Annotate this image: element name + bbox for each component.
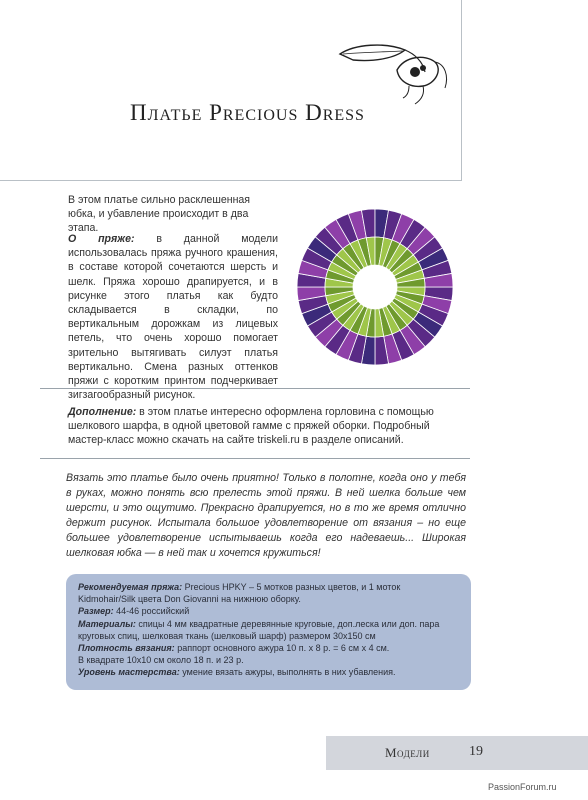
leaf-ornament-icon: [335, 40, 450, 108]
info-level-value: умение вязать ажуры, выполнять в них убавления.: [179, 667, 396, 678]
author-quote: Вязать это платье было очень приятно! Только в полотне, когда оно у тебя в руках, можно понять всю прелесть этой пряжи. В ней шелка больше чем шерсти, и это ощутимо. Прекрасно драпируется, но в то же время отлично держит рисунок. Испытала большое удовлетворение от вязания – но еще большее удовлетворение испытываешь когда его надеваешь... Широкая шелковая юбка — в ней так и хочется кружиться!: [66, 472, 466, 559]
info-yarn-value: Precious HPKY – 5 мотков разных цветов, и 1 моток Kidmohair/Silk цвета Don Giovanni на нижнюю оборку.: [78, 582, 401, 605]
info-materials-value: спицы 4 мм квадратные деревянные круговые, доп.леска или доп. пара круговых спиц, шелковая ткань (шелковый шарф) размером 30х150 см: [78, 618, 440, 641]
yarn-text: в данной модели использовалась пряжа ручного крашения, в составе которой сочетаются шерсть и шелк. Пряжа хорошо драпируется, и в рисунке этого платья как будто складывается в складки, по вертикальным дорожкам из лицевых петель, что очень хорошо помогает зрительно вытягивать силуэт платья вертикально. Смена разных оттенков пряжи с коротким принтом подчеркивает зигзагообразный рисунок.: [68, 233, 278, 402]
info-size-label: Размер:: [78, 606, 114, 617]
footer-section: Модели: [385, 745, 430, 760]
page-number: 19: [469, 744, 483, 759]
footer-bar: [326, 736, 588, 770]
addition-label: Дополнение:: [68, 406, 137, 418]
divider-top: [40, 388, 470, 389]
info-density-extra: В квадрате 10х10 см около 18 п. и 23 р.: [78, 655, 244, 666]
info-materials-label: Материалы:: [78, 618, 136, 629]
wheel-center: [353, 265, 397, 309]
info-yarn-label: Рекомендуемая пряжа:: [78, 582, 183, 592]
page-title: Платье Precious Dress: [130, 100, 365, 125]
info-box: [66, 574, 471, 690]
addition-paragraph: [68, 405, 470, 448]
intro-text: В этом платье сильно расклешенная юбка, и убавление происходит в два этапа.: [68, 194, 251, 235]
divider-bottom: [40, 458, 470, 459]
addition-text: в этом платье интересно оформлена горловина с помощью шелкового шарфа, в одной цветовой гамме с пряжей оборки. Подробный мастер-класс можно скачать на сайте triskeli.ru в разделе описаний.: [68, 406, 434, 447]
info-materials: [78, 618, 459, 642]
info-size-value: 44-46 российский: [113, 606, 190, 617]
info-level-label: Уровень мастерства:: [78, 667, 180, 678]
yarn-label: О пряже:: [68, 233, 135, 245]
info-yarn: [78, 581, 459, 605]
watermark-text: PassionForum.ru: [488, 782, 557, 792]
yarn-paragraph: [68, 232, 278, 402]
info-density: [78, 642, 459, 654]
info-size: [78, 605, 459, 617]
yarn-wheel-image: [296, 208, 454, 366]
info-density-value: раппорт основного ажура 10 п. х 8 р. = 6 см х 4 см.: [174, 643, 390, 654]
info-level: [78, 666, 459, 678]
info-density-label: Плотность вязания:: [78, 643, 175, 654]
